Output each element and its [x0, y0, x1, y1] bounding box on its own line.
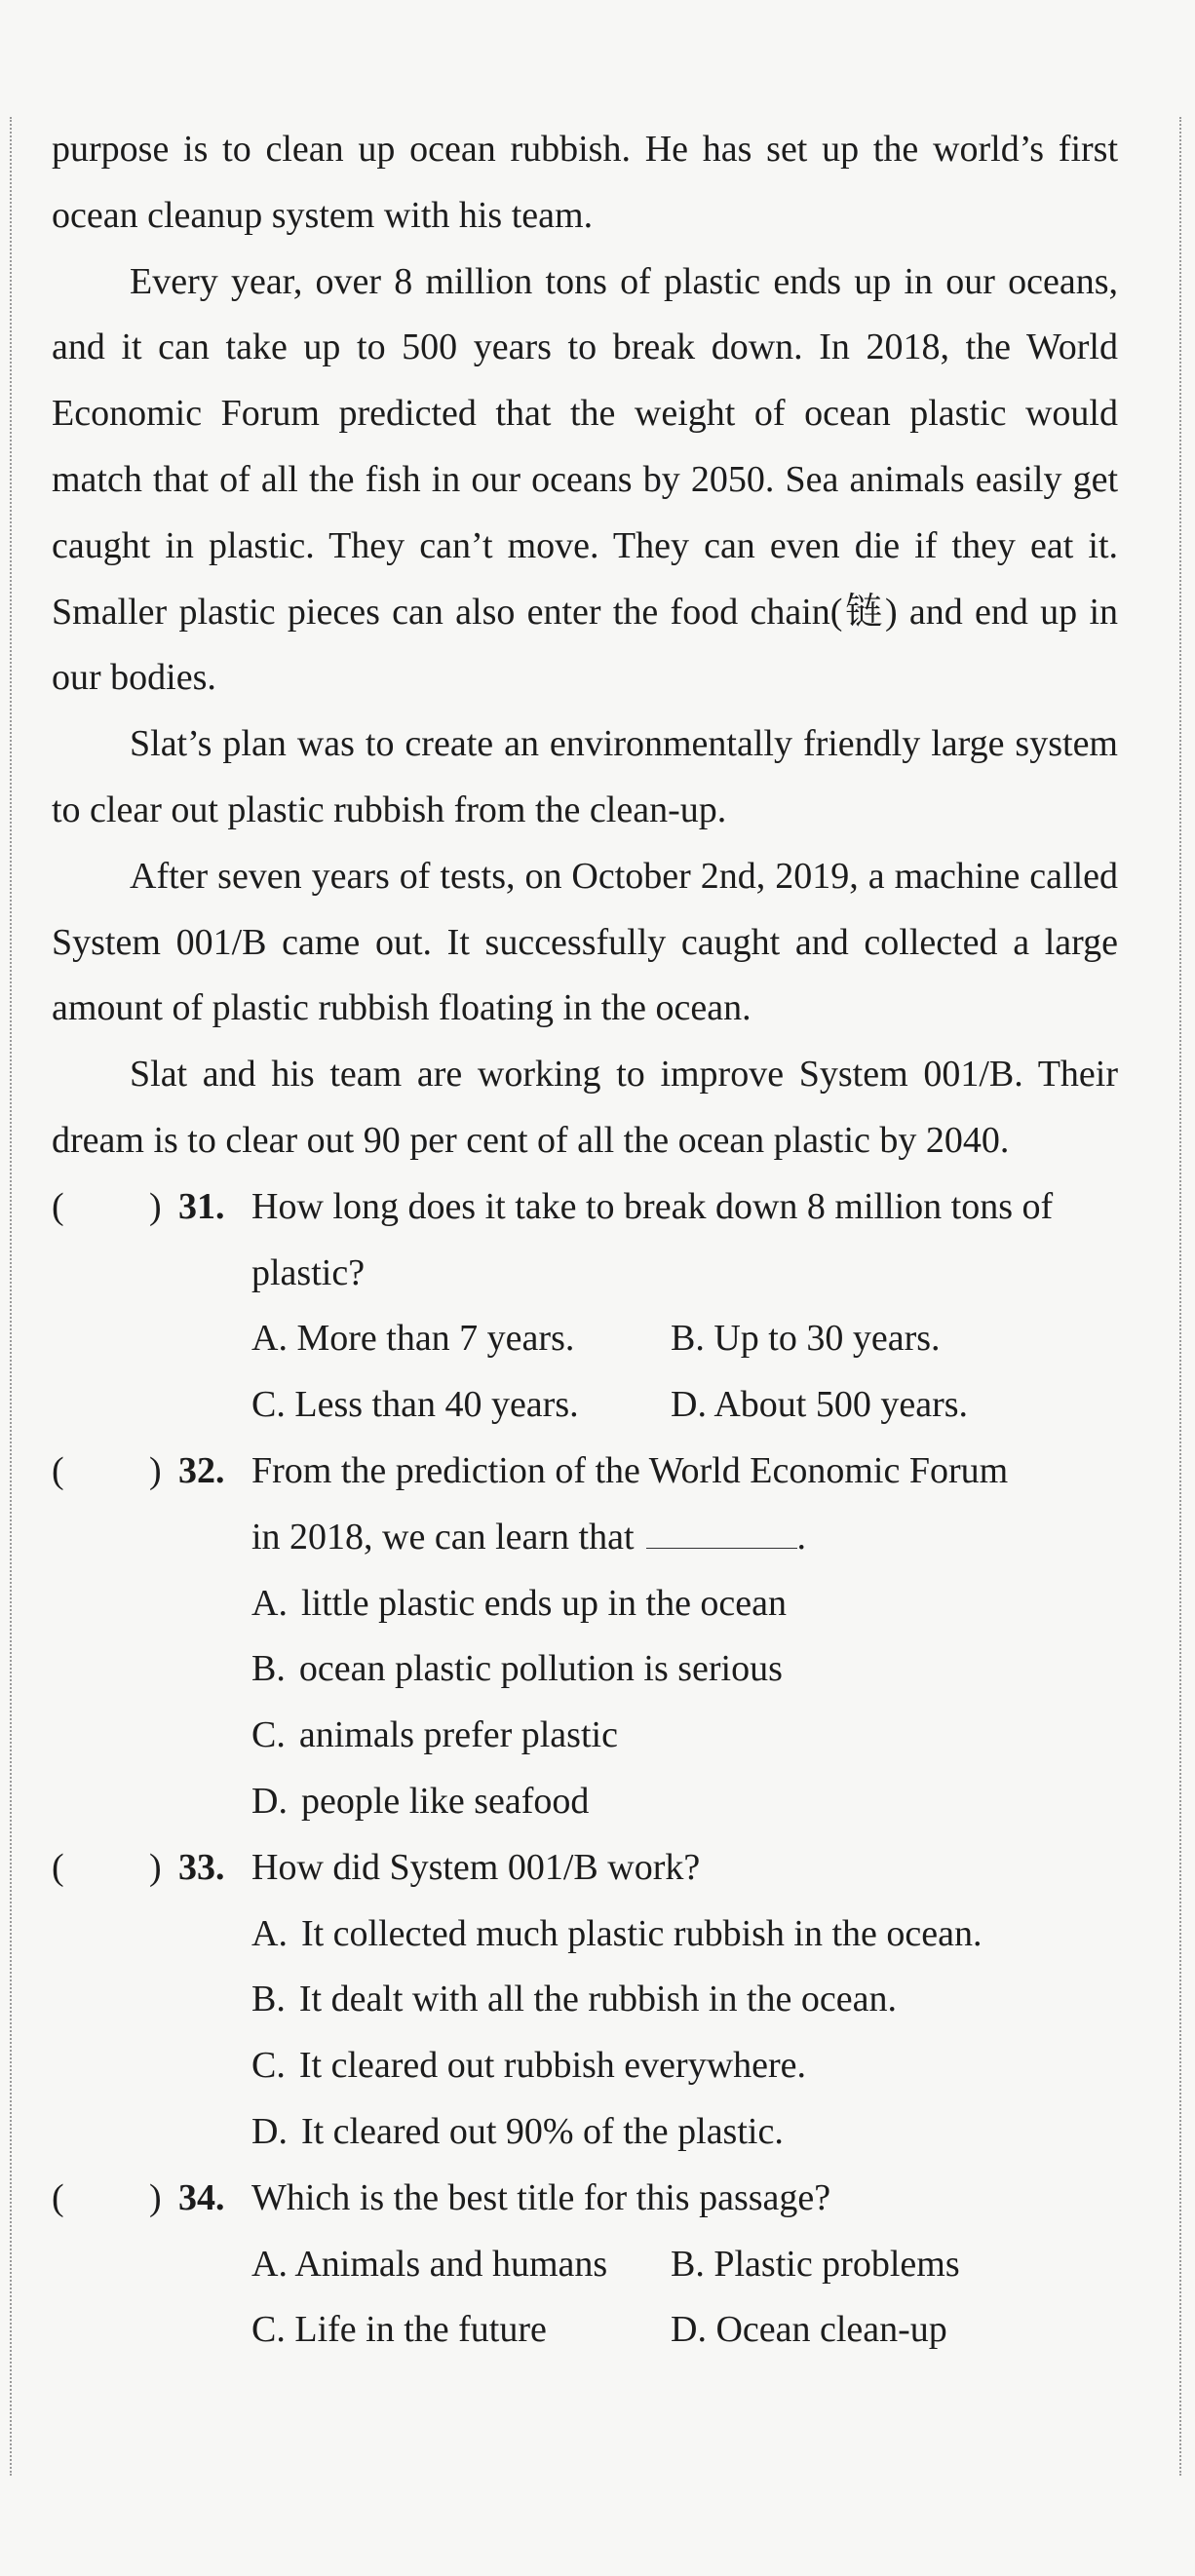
option-a[interactable]: A. Animals and humans	[251, 2243, 608, 2285]
answer-blank-32[interactable]: ( )	[52, 1449, 162, 1491]
question-31	[52, 1174, 1118, 1307]
option-c[interactable]: C. Less than 40 years.	[251, 1384, 579, 1426]
option-a[interactable]: A. little plastic ends up in the ocean	[251, 1582, 788, 1624]
left-dotted-rule	[10, 117, 12, 2476]
answer-blank-31[interactable]: ( )	[52, 1185, 162, 1227]
question-number: 33.	[178, 1846, 225, 1888]
option-d[interactable]: D. Ocean clean-up	[671, 2309, 947, 2351]
option-c[interactable]: C. Life in the future	[251, 2309, 547, 2351]
options-row	[52, 1306, 1118, 1372]
option-c[interactable]: C. It cleared out rubbish everywhere.	[251, 2045, 807, 2087]
question-stem-line-2: in 2018, we can learn that .	[251, 1505, 1118, 1571]
option-c[interactable]: C. animals prefer plastic	[251, 1714, 618, 1756]
passage-paragraph-3: Slat’s plan was to create an environmentally friendly large system to clear out plastic rubbish from the clean-up.	[52, 723, 1118, 830]
options-row	[52, 2232, 1118, 2298]
options-row	[52, 2297, 1118, 2364]
passage-paragraph-5: Slat and his team are working to improve System 001/B. Their dream is to clear out 90 per cent of all the ocean plastic by 2040.	[52, 1054, 1118, 1161]
option-d[interactable]: D. It cleared out 90% of the plastic.	[251, 2110, 784, 2152]
option-a[interactable]: A. It collected much plastic rubbish in the ocean.	[251, 1912, 983, 1954]
question-stem: How did System 001/B work?	[251, 1846, 701, 1888]
question-number: 31.	[178, 1185, 225, 1227]
option-b[interactable]: B. Up to 30 years.	[671, 1318, 941, 1360]
question-33	[52, 1835, 1118, 1902]
option-a[interactable]: A. More than 7 years.	[251, 1318, 575, 1360]
options-row	[52, 1372, 1118, 1439]
option-b[interactable]: B. It dealt with all the rubbish in the ocean.	[251, 1979, 897, 2020]
fill-in-blank[interactable]	[646, 1511, 797, 1549]
question-stem-line-1: From the prediction of the World Economic Forum	[251, 1449, 1009, 1491]
answer-blank-33[interactable]: ( )	[52, 1846, 162, 1888]
question-stem: Which is the best title for this passage?	[251, 2176, 831, 2218]
question-32	[52, 1439, 1118, 1571]
question-34	[52, 2166, 1118, 2232]
option-b[interactable]: B. ocean plastic pollution is serious	[251, 1648, 783, 1690]
passage-paragraph-2: Every year, over 8 million tons of plastic ends up in our oceans, and it can take up to 500 years to break down. In 2018, the World Economic Forum predicted that the weight of ocean plastic would match that of all the fish in our oceans by 2050. Sea animals easily get caught in plastic. They can’t move. They can even die if they eat it. Smaller plastic pieces can also enter the food chain(链) and end up in our bodies.	[52, 260, 1118, 699]
right-dotted-rule	[1179, 117, 1181, 2476]
question-number: 34.	[178, 2176, 225, 2218]
passage-paragraph-4: After seven years of tests, on October 2nd, 2019, a machine called System 001/B came out. It successfully caught and collected a large amount of plastic rubbish floating in the ocean.	[52, 855, 1118, 1029]
question-number: 32.	[178, 1449, 225, 1491]
option-b[interactable]: B. Plastic problems	[671, 2243, 960, 2285]
reading-section	[52, 117, 1118, 2364]
option-d[interactable]: D. About 500 years.	[671, 1384, 969, 1426]
option-d[interactable]: D. people like seafood	[251, 1780, 590, 1822]
answer-blank-34[interactable]: ( )	[52, 2176, 162, 2218]
passage-paragraph-1: purpose is to clean up ocean rubbish. He has set up the world’s first ocean cleanup system with his team.	[52, 129, 1118, 236]
question-stem: How long does it take to break down 8 million tons of plastic?	[251, 1185, 1054, 1293]
